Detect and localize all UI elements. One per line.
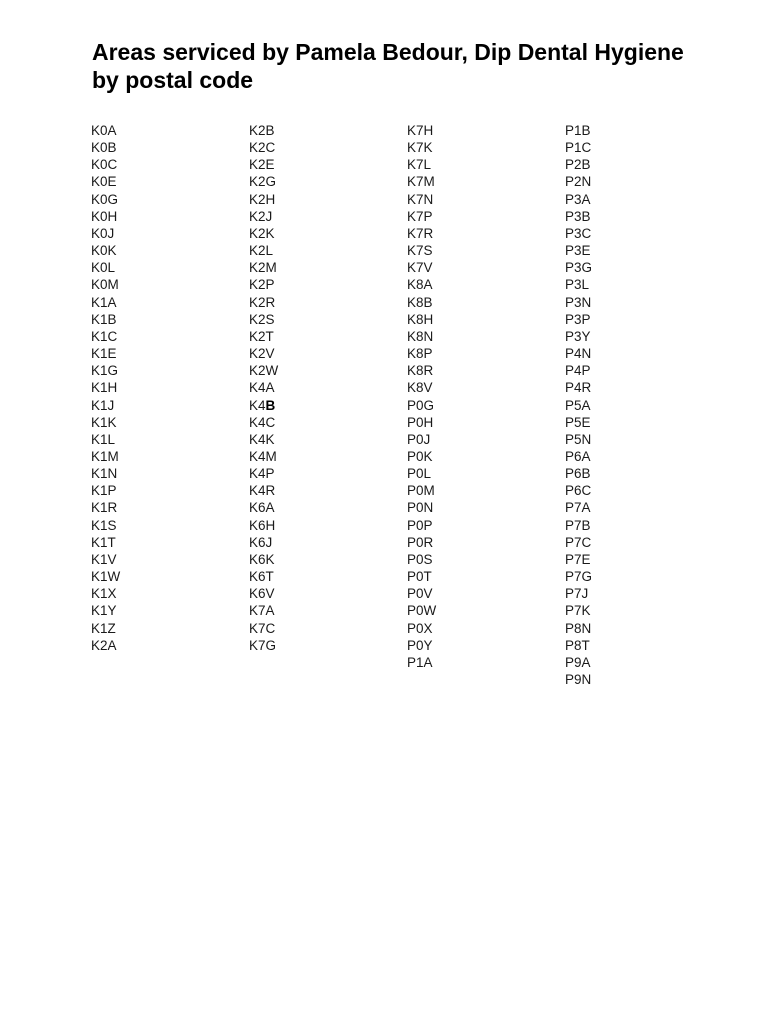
postal-code-item: P3E [565, 243, 591, 259]
postal-code-item: K1L [91, 431, 116, 447]
postal-code-item: P0R [407, 534, 434, 550]
postal-code-item: K0H [91, 208, 118, 224]
postal-code-item: K1C [91, 328, 118, 344]
postal-code-item: P0P [407, 517, 433, 533]
postal-code-item: K6J [249, 534, 273, 550]
postal-code-item: K4M [249, 448, 277, 464]
postal-code-item: P6A [565, 448, 591, 464]
postal-code-item: K0K [91, 243, 117, 259]
postal-code-item: K0E [91, 174, 117, 190]
postal-code-item: K7N [407, 191, 434, 207]
postal-code-item: K7H [407, 123, 434, 138]
postal-code-item: K2T [249, 328, 274, 344]
postal-code-item: K1V [91, 551, 117, 567]
postal-code-item: K4C [249, 414, 276, 430]
postal-code-item: P0H [407, 414, 434, 430]
postal-code-item: K7S [407, 243, 433, 259]
postal-code-item: K8N [407, 328, 434, 344]
postal-code-item: P1B [565, 123, 591, 138]
postal-code-item: P0S [407, 551, 433, 567]
postal-code-item: P4N [565, 346, 592, 362]
postal-code-item: K2E [249, 157, 275, 173]
postal-code-item: P7E [565, 551, 591, 567]
page-title [92, 38, 752, 94]
postal-code-item: K2V [249, 346, 275, 362]
postal-code-item: P0L [407, 466, 432, 482]
postal-code-item: K0A [91, 123, 117, 138]
postal-code-item: K1N [91, 466, 118, 482]
postal-code-item: K2M [249, 260, 277, 276]
postal-code-item: P3Y [565, 328, 591, 344]
postal-code-item: K1Y [91, 603, 117, 619]
postal-code-item: K1Z [91, 620, 116, 636]
postal-code-item: K2G [249, 174, 277, 190]
postal-code-item: K7P [407, 208, 433, 224]
postal-code-item: P1C [565, 140, 592, 156]
postal-code-item: K6H [249, 517, 276, 533]
postal-code-item: K2W [249, 363, 279, 379]
postal-code-item: K1G [91, 363, 119, 379]
postal-code-item: K0J [91, 225, 115, 241]
postal-code-item: K1R [91, 500, 118, 516]
postal-code-item: K1T [91, 534, 116, 550]
postal-code-bold-suffix: B [265, 397, 276, 413]
postal-code-item [249, 397, 278, 414]
postal-code-item: P0N [407, 500, 434, 516]
postal-code-item: P2N [565, 174, 592, 190]
postal-code-item: K1J [91, 397, 115, 413]
postal-code-item: P0W [407, 603, 437, 619]
postal-code-item: P0G [407, 397, 435, 413]
postal-code-item: K2P [249, 277, 275, 293]
postal-code-item: P3C [565, 225, 592, 241]
postal-code-item: K0L [91, 260, 116, 276]
title-line-2: by postal code [92, 67, 254, 93]
postal-code-item: K4P [249, 466, 275, 482]
postal-code-item: K7L [407, 157, 432, 173]
postal-code-item: P6C [565, 483, 592, 499]
postal-code-item: P3N [565, 294, 592, 310]
postal-code-item: K0G [91, 191, 119, 207]
postal-code-column-1 [91, 122, 120, 654]
postal-code-item: K6T [249, 569, 274, 585]
postal-code-item: P3L [565, 277, 590, 293]
postal-code-item: K1E [91, 346, 117, 362]
postal-code-item: K4K [249, 431, 275, 447]
postal-code-item: P7K [565, 603, 591, 619]
postal-code-item: P0V [407, 586, 433, 602]
postal-code-item: K1H [91, 380, 118, 396]
postal-code-item: P6B [565, 466, 591, 482]
postal-code-item: K2L [249, 243, 274, 259]
postal-code-item: K8P [407, 346, 433, 362]
postal-code-item: P9N [565, 672, 592, 687]
postal-code-item: K1P [91, 483, 117, 499]
postal-code-item: P7G [565, 569, 593, 585]
postal-code-item: P0T [407, 569, 432, 585]
title-line-1: Areas serviced by Pamela Bedour, Dip Dental Hygiene [92, 39, 684, 65]
postal-code-column-2 [249, 122, 278, 654]
postal-code-column-3 [407, 122, 436, 671]
postal-code-item: K4A [249, 380, 275, 396]
postal-code-item: K7R [407, 225, 434, 241]
postal-code-item: K2K [249, 225, 275, 241]
postal-code-item: P0K [407, 448, 433, 464]
postal-code-item: K2B [249, 123, 275, 138]
postal-code-item: P7J [565, 586, 589, 602]
postal-code-item: K2H [249, 191, 276, 207]
postal-code-item: K2S [249, 311, 275, 327]
postal-code-item: K8V [407, 380, 433, 396]
postal-code-item: K7K [407, 140, 433, 156]
postal-code-item: K0B [91, 140, 117, 156]
postal-code-item: P0Y [407, 637, 433, 653]
postal-code-item: K8B [407, 294, 433, 310]
postal-code-item: K8A [407, 277, 433, 293]
postal-code-item: P4R [565, 380, 592, 396]
postal-code-item: P3A [565, 191, 591, 207]
postal-code-item: K1X [91, 586, 117, 602]
postal-code-item: K6K [249, 551, 275, 567]
postal-code-item: P5A [565, 397, 591, 413]
postal-code-item: P4P [565, 363, 591, 379]
postal-code-item: K2R [249, 294, 276, 310]
postal-code-item: P7B [565, 517, 591, 533]
postal-code-item: P3G [565, 260, 593, 276]
postal-code-item: K0C [91, 157, 118, 173]
postal-code-item: P8N [565, 620, 592, 636]
postal-code-item: P1A [407, 654, 433, 670]
postal-code-item: P9A [565, 654, 591, 670]
postal-code-item: K7A [249, 603, 275, 619]
postal-code-item: K7C [249, 620, 276, 636]
postal-code-column-4 [565, 122, 592, 688]
postal-code-item: P5E [565, 414, 591, 430]
postal-code-item: K7M [407, 174, 435, 190]
postal-code-item: K1A [91, 294, 117, 310]
postal-code-item: P7A [565, 500, 591, 516]
postal-code-item: K1B [91, 311, 117, 327]
postal-code-item: K2C [249, 140, 276, 156]
postal-code-item: K0M [91, 277, 119, 293]
postal-code-item: P7C [565, 534, 592, 550]
postal-code-item: P0J [407, 431, 431, 447]
postal-code-item: K1M [91, 448, 119, 464]
postal-code-item: P3P [565, 311, 591, 327]
postal-code-item: P0M [407, 483, 435, 499]
postal-code-item: P8T [565, 637, 590, 653]
postal-code-item: P5N [565, 431, 592, 447]
postal-code-item: K8R [407, 363, 434, 379]
postal-code-item: K6A [249, 500, 275, 516]
postal-code-item: K2J [249, 208, 273, 224]
postal-code-item: P0X [407, 620, 433, 636]
postal-code-item: K1S [91, 517, 117, 533]
postal-code-item: K1W [91, 569, 121, 585]
postal-code-item: K6V [249, 586, 275, 602]
postal-code-item: K4R [249, 483, 276, 499]
postal-code-item: P2B [565, 157, 591, 173]
postal-code-prefix: K4 [249, 397, 266, 413]
postal-code-item: K2A [91, 637, 117, 653]
postal-code-item: K1K [91, 414, 117, 430]
postal-code-item: K7V [407, 260, 433, 276]
postal-code-item: K8H [407, 311, 434, 327]
postal-code-item: K7G [249, 637, 277, 653]
postal-code-item: P3B [565, 208, 591, 224]
